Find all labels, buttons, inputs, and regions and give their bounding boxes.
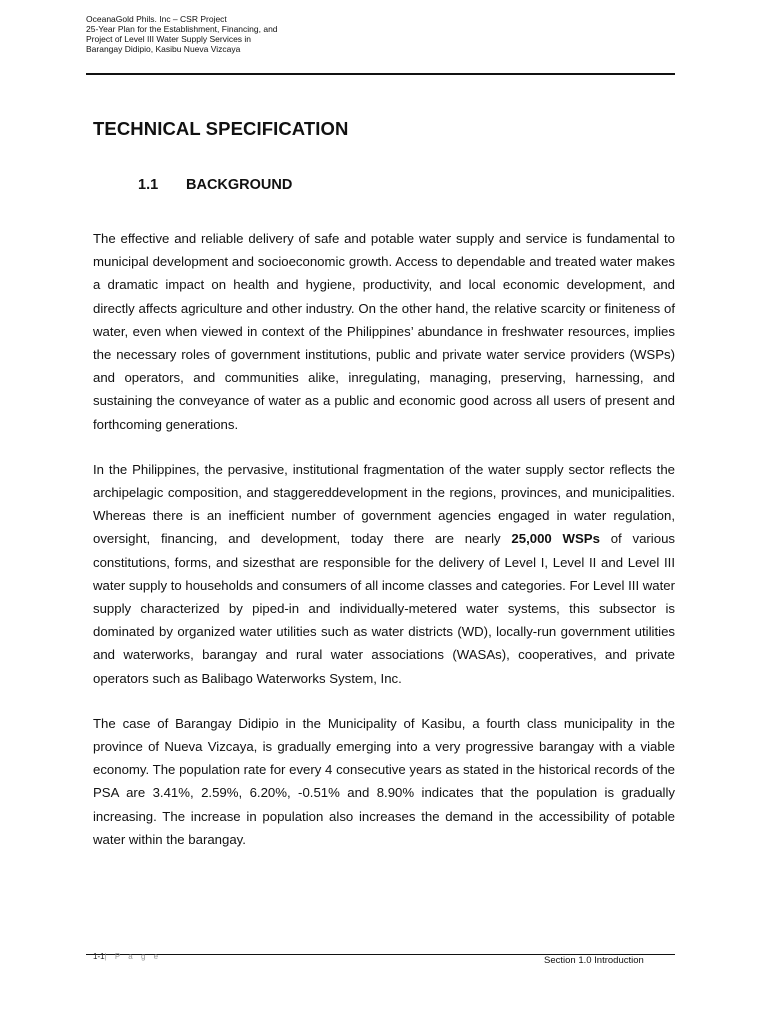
document-body [93, 227, 675, 873]
section-title: BACKGROUND [186, 177, 293, 193]
footer-section-label: Section 1.0 Introduction [544, 955, 644, 966]
header-line-project: OceanaGold Phils. Inc – CSR Project [86, 14, 227, 24]
paragraph-3: The case of Barangay Didipio in the Municipality of Kasibu, a fourth class municipality in the province of Nueva Vizcaya, is gradually emerging into a very progressive barangay with a viable economy. The population rate for every 4 consecutive years as stated in the historical records of the PSA are 3.41%, 2.59%, 6.20%, -0.51% and 8.90% indicates that the population is gradually increasing. The increase in population also increases the demand in the accessibility of potable water within the barangay. [93, 715, 675, 847]
paragraph-2-text-a: In the Philippines, the pervasive, institutional fragmentation of the water supply sector reflects the archipelagic composition, and staggereddevelopment in the regions, provinces, and municipalities. Whereas there is an inefficient number of government agencies engaged in water regulation, oversight, financing, and development, today there are nearly [93, 461, 675, 547]
document-title: TECHNICAL SPECIFICATION [93, 118, 349, 139]
paragraph-1: The effective and reliable delivery of safe and potable water supply and service is fundamental to municipal development and socioeconomic growth. Access to dependable and treated water makes a dramatic impact on health and hygiene, productivity, and local economic development, and directly affects agriculture and other industry. On the other hand, the relative scarcity or finiteness of water, even when viewed in context of the Philippines’ abundance in freshwater resources, implies the necessary roles of government institutions, public and private water service providers (WSPs) and operators, and communities alike, inregulating, managing, preserving, harnessing, and sustaining the conveyance of water as a public and economic good across all users of present and forthcoming generations. [93, 231, 675, 432]
page-word: | P a g e [104, 952, 162, 961]
header-line-project-level: Project of Level III Water Supply Services in [86, 34, 252, 44]
wsp-count-highlight: 25,000 WSPs [511, 531, 600, 547]
page-number [93, 952, 161, 961]
header-line-location: Barangay Didipio, Kasibu Nueva Vizcaya [86, 44, 241, 54]
section-heading [138, 177, 292, 193]
header-divider [86, 73, 675, 75]
paragraph-2-text-b: of various constitutions, forms, and sizesthat are responsible for the delivery of Level I, Level II and Level III water supply to households and consumers of all income classes and categories. For Level III water supply characterized by piped-in and individually-metered water systems, this subsector is dominated by organized water utilities such as water districts (WD), locally-run government utilities and waterworks, barangay and rural water associations (WASAs), cooperatives, and private operators such as Balibago Waterworks System, Inc. [93, 531, 676, 686]
paragraph-2 [93, 458, 675, 690]
header-line-plan: 25-Year Plan for the Establishment, Financing, and [86, 24, 278, 34]
section-number: 1.1 [138, 177, 159, 193]
page-number-value: 1-1 [93, 952, 105, 961]
page-header [86, 14, 676, 54]
